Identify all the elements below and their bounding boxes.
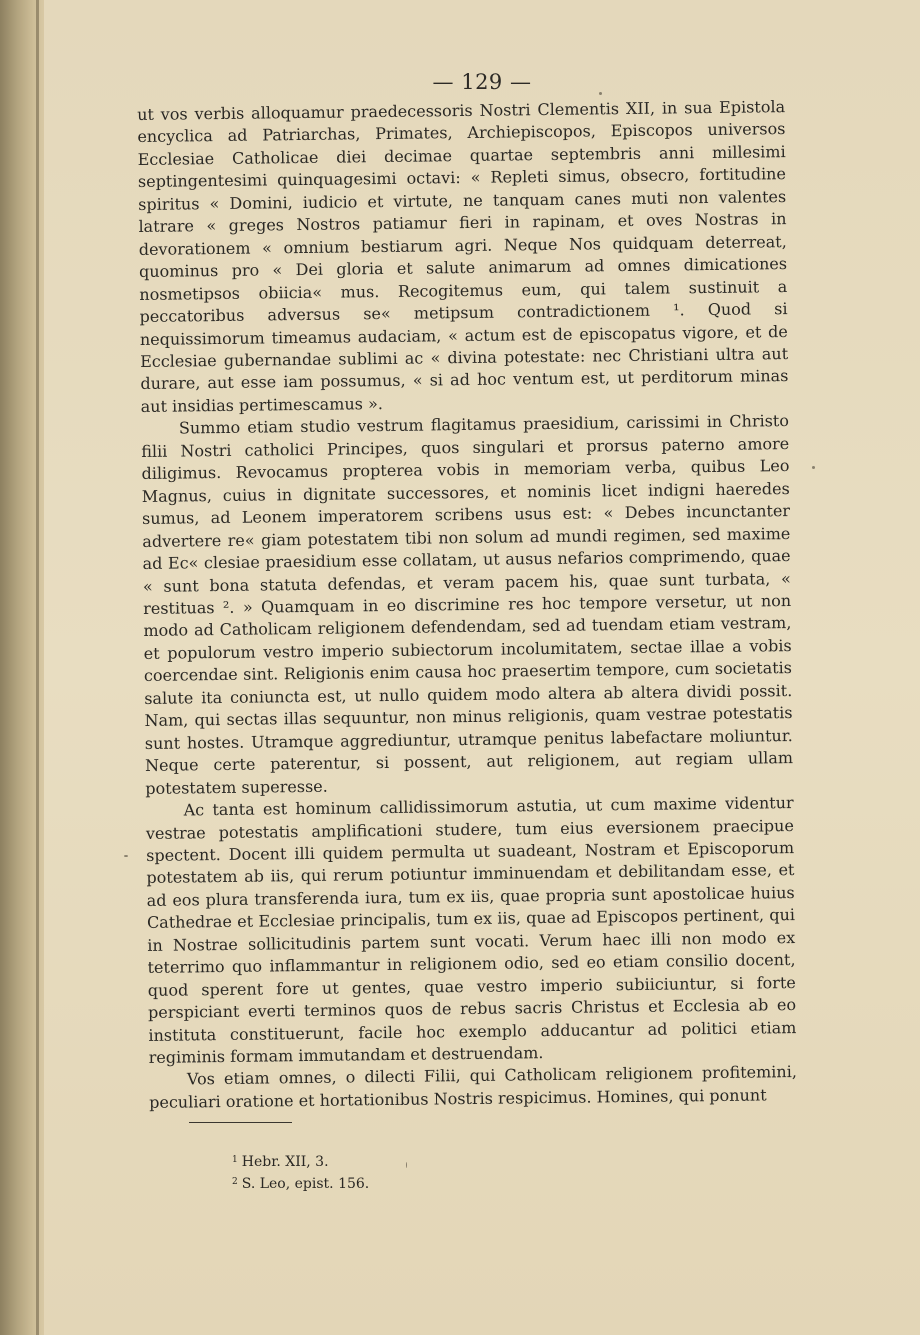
footnote-rule <box>189 1122 292 1123</box>
book-page <box>44 0 920 1335</box>
footnote-text: S. Leo, epist. 156. <box>241 1176 370 1192</box>
paper-speck <box>812 466 815 469</box>
paper-speck <box>406 1162 407 1168</box>
paper-speck <box>124 855 128 857</box>
paragraph-2: Summo etiam studio vestrum flagitamus praesidium, carissimi in Christo filii Nostri catholici Principes, quos singulari et prorsus paterno amore diligimus. Revocamus propterea vobis in memoriam verba, quibus Leo Magnus, cuius in dignitate successores, et nominis licet indigni haeredes sumus, ad Leonem imperatorem scribens usus est: « Debes incunctanter advertere re« giam potestatem tibi non solum ad mundi regimen, sed maxime ad Ec« clesiae praesidium esse collatam, ut ausus nefarios comprimendo, quae « sunt bona statuta defendas, et veram pacem his, quae sunt turbata, « restituas ². » Quamquam in eo discrimine res hoc tempore versetur, ut non modo ad Catholicam religionem defendendam, sed ad tuendam etiam vestram, et populorum vestro imperio subiectorum incolumitatem, sectae illae a vobis coercendae sint. Religionis enim causa hoc praesertim tempore, cum societatis salute ita coniuncta est, ut nullo quidem modo altera ab altera dividi possit. Nam, qui sectas illas sequuntur, non minus religionis, quam vestrae potestatis sunt hostes. Utramque aggrediuntur, utramque penitus labefactare moliuntur. Neque certe paterentur, si possent, aut religionem, aut regiam ullam potestatem superesse. <box>141 411 794 798</box>
binding-edge <box>36 0 39 1335</box>
footnote-2 <box>232 1172 632 1194</box>
paragraph-3: Ac tanta est hominum callidissimorum astutia, ut cum maxime videntur vestrae potestatis amplificationi studere, tum eius eversionem praecipue spectent. Docent illi quidem permulta ut suadeant, Nostram et Episcoporum potestatem ab iis, qui rerum potiuntur imminuendam et debilitandam esse, et ad eos plura transferenda iura, tum ex iis, quae propria sunt apostolicae huius Cathedrae et Ecclesiae principalis, tum ex iis, quae ad Episcopos pertinent, qui in Nostrae sollicitudinis partem sunt vocati. Verum haec illi non modo ex teterrimo quo inflammantur in religionem odio, sed eo etiam consilio docent, quod sperent fore ut gentes, quae vestro imperio subiiciuntur, si forte perspiciant everti terminos quos de rebus sacris Christus et Ecclesia ab eo instituta constituerunt, facile hoc exemplo adducantur ad politici etiam regiminis formam immutandam et destruendam. <box>145 793 797 1067</box>
body-text <box>137 96 797 1114</box>
footnote-mark: 2 <box>232 1177 238 1187</box>
footnote-text: Hebr. XII, 3. <box>241 1154 329 1170</box>
footnotes <box>232 1150 632 1194</box>
page-number: — 129 — <box>432 70 532 94</box>
paragraph-4: Vos etiam omnes, o dilecti Filii, qui Catholicam religionem profitemini, peculiari oratione et hortationibus Nostris respicimus. Homines, qui ponunt <box>149 1062 797 1112</box>
footnote-1 <box>232 1150 632 1172</box>
footnote-mark: 1 <box>232 1155 238 1165</box>
paragraph-1: ut vos verbis alloquamur praedecessoris Nostri Clementis XII, in sua Epistola encyclica ad Patriarchas, Primates, Archiepiscopos, Episcopos universos Ecclesiae Catholicae diei decimae quartae septembris anni millesimi septingentesimi quinquagesimi octavi: « Repleti simus, obsecro, fortitudine spiritus « Domini, iudicio et virtute, ne tanquam canes muti non valentes latrare « greges Nostros patiamur fieri in rapinam, et oves Nostras in devorationem « omnium bestiarum agri. Neque Nos quidquam deterreat, quominus pro « Dei gloria et salute animarum ad omnes dimicationes nosmetipsos obiicia« mus. Recogitemus eum, qui talem sustinuit a peccatoribus adversus se« metipsum contradictionem ¹. Quod si nequissimorum timeamus audaciam, « actum est de episcopatus vigore, et de Ecclesiae gubernandae sublimi ac « divina potestate: nec Christiani ultra aut durare, aut esse iam possumus, « si ad hoc ventum est, ut perditorum minas aut insidias pertimescamus ». <box>137 97 789 416</box>
paper-speck <box>599 92 602 95</box>
